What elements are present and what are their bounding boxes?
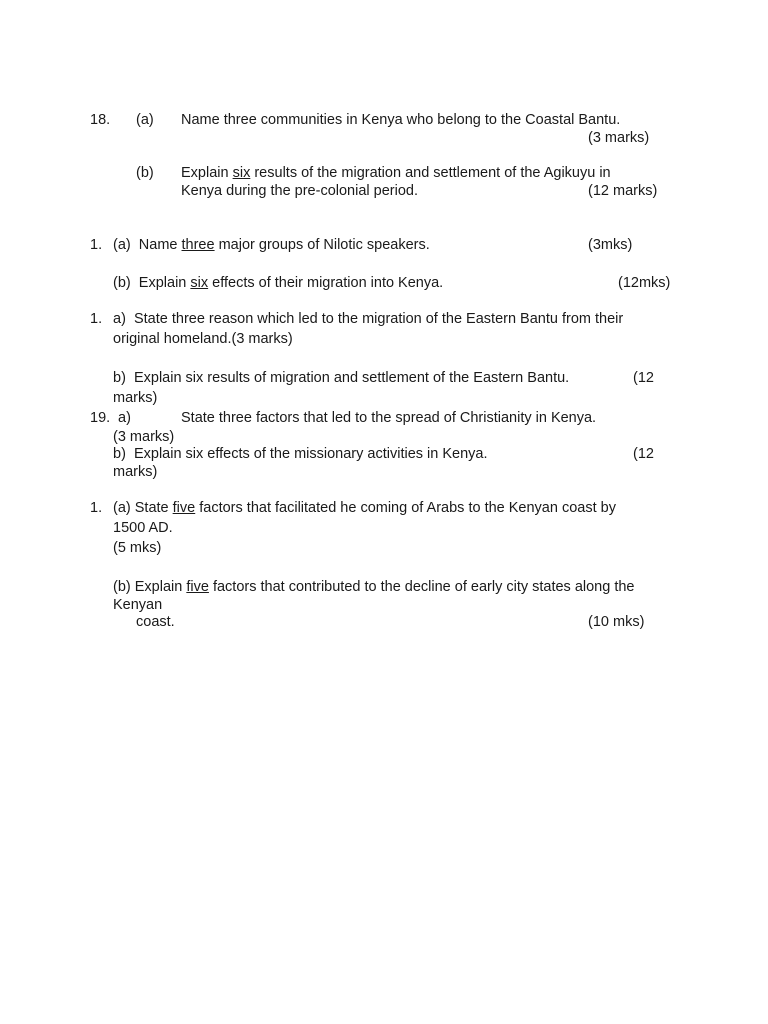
q19-b-marks-cont: marks) xyxy=(113,464,158,480)
q19-a-text: State three factors that led to the spread of Christianity in Kenya. xyxy=(181,410,597,426)
q18-b-emphasis: six xyxy=(232,165,251,181)
nilotic-b-emphasis: six xyxy=(190,275,209,291)
eastern-bantu-a-line2: original homeland.(3 marks) xyxy=(113,331,293,347)
arabs-a-text xyxy=(113,499,616,517)
eastern-bantu-b-label: b) xyxy=(113,370,126,386)
arabs-b-line2: Kenyan xyxy=(113,597,163,613)
nilotic-a-marks: (3mks) xyxy=(588,237,633,253)
nilotic-b-marks: (12mks) xyxy=(618,275,671,291)
q18-number: 18. xyxy=(90,112,111,128)
q18-a-pre: Name xyxy=(181,112,224,128)
arabs-number: 1. xyxy=(90,500,103,516)
eastern-bantu-b-text xyxy=(113,369,569,387)
nilotic-a-post: major groups of Nilotic speakers. xyxy=(214,237,430,253)
q18-b-pre: Explain xyxy=(181,165,233,181)
nilotic-b-label: (b) xyxy=(113,275,131,291)
nilotic-a-pre: Name xyxy=(138,237,182,253)
q18-a-label: (a) xyxy=(136,112,154,128)
q18-b-text xyxy=(181,164,611,182)
q18-b-marks: (12 marks) xyxy=(588,183,658,199)
q19-a-label: a) xyxy=(118,410,131,426)
eastern-bantu-a-label: a) xyxy=(113,311,126,327)
q19-b-label: b) xyxy=(113,446,126,462)
arabs-b-post: factors that contributed to the decline of early city states along the xyxy=(208,579,635,595)
arabs-a-line2: 1500 AD. xyxy=(113,520,173,536)
eastern-bantu-a-line1 xyxy=(113,310,623,328)
eastern-bantu-a-text: State three reason which led to the migration of the Eastern Bantu from their xyxy=(133,311,624,327)
nilotic-a-label: (a) xyxy=(113,237,131,253)
arabs-a-emphasis: five xyxy=(172,500,196,516)
q19-a-marks: (3 marks) xyxy=(113,429,175,445)
arabs-a-post: factors that facilitated he coming of Arabs to the Kenyan coast by xyxy=(195,500,616,516)
nilotic-b-text xyxy=(113,274,443,292)
nilotic-a-text xyxy=(113,236,430,254)
nilotic-b-pre: Explain xyxy=(138,275,191,291)
eastern-bantu-b-body: Explain six results of migration and settlement of the Eastern Bantu. xyxy=(133,370,570,386)
arabs-b-line3: coast. xyxy=(136,614,175,630)
eastern-bantu-b-marks-cont: marks) xyxy=(113,390,158,406)
q18-a-emphasis: three xyxy=(223,112,257,128)
q18-a-text xyxy=(181,111,620,129)
arabs-b-text xyxy=(113,578,635,596)
q18-a-marks: (3 marks) xyxy=(588,130,650,146)
q18-b-label: (b) xyxy=(136,165,154,181)
nilotic-a-emphasis: three xyxy=(181,237,215,253)
q18-a-post: communities in Kenya who belong to the Coastal Bantu. xyxy=(256,112,621,128)
arabs-a-pre: (a) State xyxy=(113,500,173,516)
arabs-a-marks: (5 mks) xyxy=(113,540,162,556)
q19-b-marks: (12 xyxy=(633,446,654,462)
q19-number: 19. xyxy=(90,410,111,426)
q18-b-post: results of the migration and settlement of the Agikuyu in xyxy=(250,165,611,181)
arabs-b-emphasis: five xyxy=(186,579,209,595)
q19-b-body: Explain six effects of the missionary activities in Kenya. xyxy=(133,446,488,462)
arabs-b-pre: (b) Explain xyxy=(113,579,187,595)
q18-b-line2: Kenya during the pre-colonial period. xyxy=(181,183,418,199)
nilotic-number: 1. xyxy=(90,237,103,253)
arabs-b-marks: (10 mks) xyxy=(588,614,645,630)
q19-b-text xyxy=(113,445,488,463)
eastern-bantu-b-marks: (12 xyxy=(633,370,654,386)
eastern-bantu-number: 1. xyxy=(90,311,103,327)
nilotic-b-post: effects of their migration into Kenya. xyxy=(208,275,444,291)
